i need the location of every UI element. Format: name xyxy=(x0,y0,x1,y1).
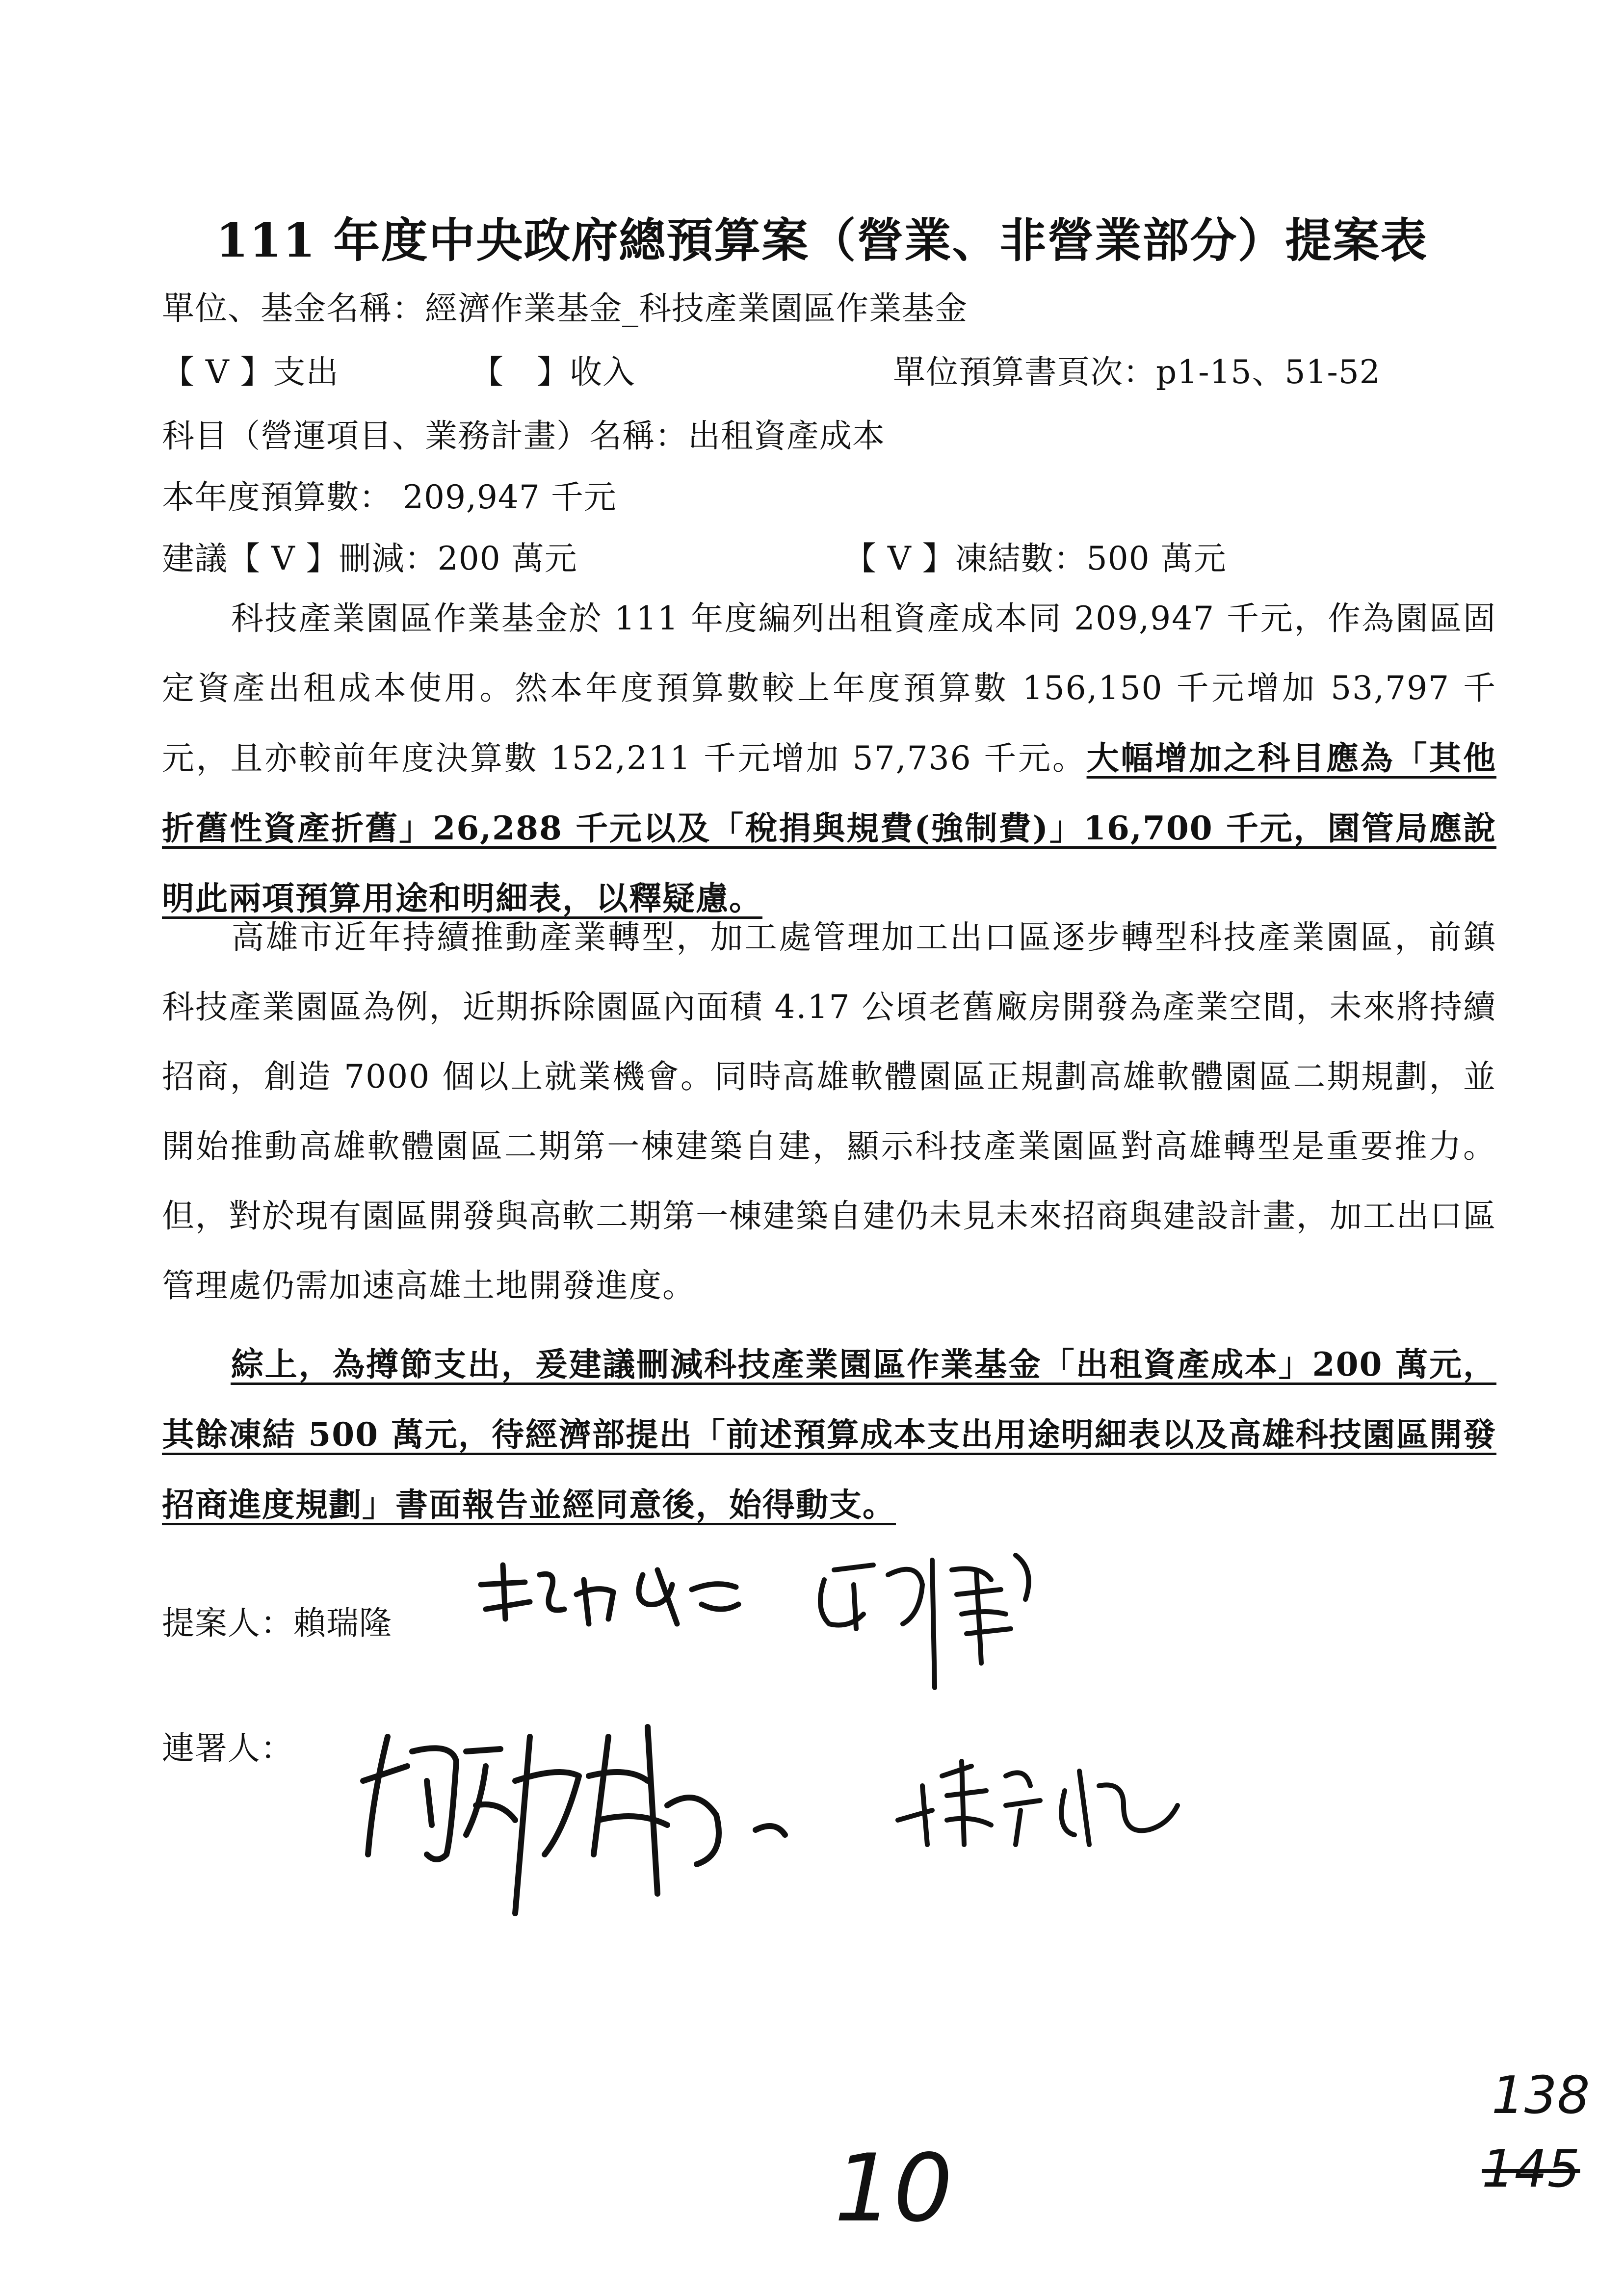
suggest-cut-line: 建議【 V 】刪減：200 萬元 xyxy=(162,540,577,577)
budget-page-reference: 單位預算書頁次：p1-15、51-52 xyxy=(893,353,1381,391)
corner-page-number-new: 138 xyxy=(1492,2065,1590,2125)
budget-amount-line: 本年度預算數： 209,947 千元 xyxy=(162,478,617,516)
item-name-line: 科目（營運項目、業務計畫）名稱：出租資產成本 xyxy=(162,417,885,455)
paragraph-budget-increase-text: 科技產業園區作業基金於 111 年度編列出租資產成本同 209,947 千元，作為園區固定資產出租成本使用。然本年度預算數較上年度預算數 156,150 千元增加 53,797 千元，且亦較前年度決算數 152,211 千元增加 57,736 千元。 xyxy=(162,600,1496,777)
paragraph-budget-increase xyxy=(162,584,1496,934)
proposer-label: 提案人：賴瑞隆 xyxy=(162,1604,392,1642)
handwritten-page-number: 10 xyxy=(834,2134,953,2243)
handwritten-signature-3 xyxy=(353,1707,805,1982)
paragraph-kaohsiung-transformation xyxy=(162,903,1496,1321)
fund-name-line: 單位、基金名稱：經濟作業基金_科技產業園區作業基金 xyxy=(162,289,968,327)
paragraph-conclusion xyxy=(162,1330,1496,1540)
handwritten-signature-1 xyxy=(471,1555,746,1634)
income-checkbox-label: 【 】收入 xyxy=(471,353,635,391)
handwritten-signature-4 xyxy=(893,1747,1187,1864)
paragraph-kaohsiung-text: 高雄市近年持續推動產業轉型，加工處管理加工出口區逐步轉型科技產業園區，前鎮科技產業園區為例，近期拆除園區內面積 4.17 公頃老舊廠房開發為產業空間，未來將持續招商，創造 7000 個以上就業機會。同時高雄軟體園區正規劃高雄軟體園區二期規劃，並開始推動高雄軟體園區二期第一棟建築自建，顯示科技產業園區對高雄轉型是重要推力。但，對於現有園區開發與高軟二期第一棟建築自建仍未見未來招商與建設計畫，加工出口區管理處仍需加速高雄土地開發進度。 xyxy=(162,918,1496,1305)
handwritten-signature-2 xyxy=(805,1540,1060,1702)
page-title: 111 年度中央政府總預算案（營業、非營業部分）提案表 xyxy=(216,213,1428,268)
paragraph-conclusion-emphasis: 綜上，為撙節支出，爰建議刪減科技產業園區作業基金「出租資產成本」200 萬元，其餘凍結 500 萬元，待經濟部提出「前述預算成本支出用途明細表以及高雄科技園區開發招商進度規劃」書面報告並經同意後，始得動支。 xyxy=(162,1345,1496,1524)
corner-page-number-old: 145 xyxy=(1482,2139,1580,2199)
paragraph-budget-increase-emphasis: 大幅增加之科目應為「其他折舊性資產折舊」26,288 千元以及「稅捐與規費(強制費)」16,700 千元，園管局應說明此兩項預算用途和明細表，以釋疑慮。 xyxy=(162,739,1497,917)
expense-checkbox-label: 【 V 】支出 xyxy=(162,353,339,391)
suggest-freeze-line: 【 V 】凍結數：500 萬元 xyxy=(844,540,1227,577)
cosigner-label: 連署人： xyxy=(162,1729,293,1767)
